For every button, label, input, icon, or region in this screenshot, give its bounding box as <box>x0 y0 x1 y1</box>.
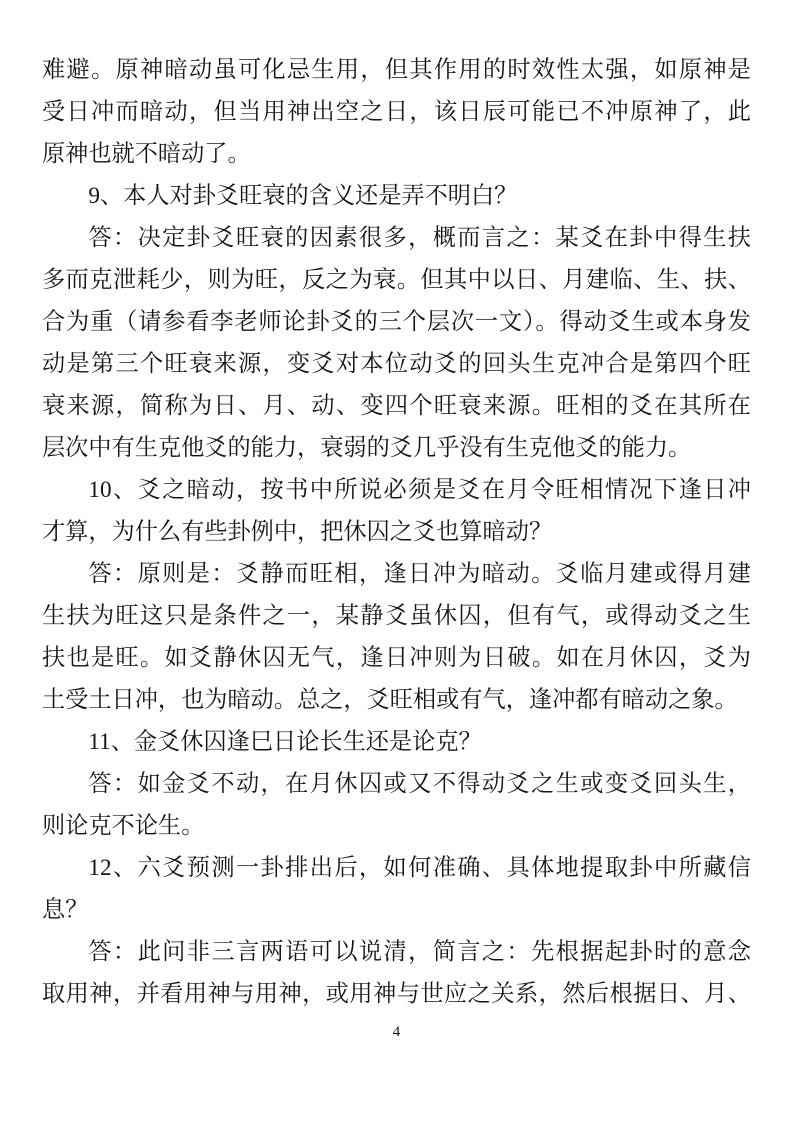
text-line: 原神也就不暗动了。 <box>42 141 251 167</box>
text-block <box>42 49 751 1015</box>
text-line: 10、爻之暗动，按书中所说必须是爻在月令旺相情况下逢日冲 <box>88 477 751 503</box>
text-line: 则论克不论生。 <box>42 813 205 839</box>
paragraph-continuation-q8 <box>42 49 751 175</box>
answer-10 <box>42 553 751 721</box>
question-12 <box>42 847 751 931</box>
text-line: 答：此问非三言两语可以说清，简言之：先根据起卦时的意念 <box>88 939 751 965</box>
text-line: 息？ <box>42 897 89 923</box>
text-line: 9、本人对卦爻旺衰的含义还是弄不明白？ <box>88 183 518 209</box>
text-line: 多而克泄耗少，则为旺，反之为衰。但其中以日、月建临、生、扶、 <box>42 267 751 293</box>
answer-9 <box>42 217 751 469</box>
text-line: 合为重（请参看李老师论卦爻的三个层次一文）。得动爻生或本身发 <box>42 309 751 335</box>
text-line: 答：原则是：爻静而旺相，逢日冲为暗动。爻临月建或得月建 <box>88 561 751 587</box>
text-line: 生扶为旺这只是条件之一，某静爻虽休囚，但有气，或得动爻之生 <box>42 603 751 629</box>
text-line: 11、金爻休囚逢巳日论长生还是论克？ <box>88 729 482 755</box>
text-line: 衰来源，简称为日、月、动、变四个旺衰来源。旺相的爻在其所在 <box>42 393 751 419</box>
text-line: 难避。原神暗动虽可化忌生用，但其作用的时效性太强，如原神是 <box>42 57 751 83</box>
text-line: 12、六爻预测一卦排出后，如何准确、具体地提取卦中所藏信 <box>88 855 751 881</box>
text-line: 土受土日冲，也为暗动。总之，爻旺相或有气，逢冲都有暗动之象。 <box>42 687 738 713</box>
page-number: 4 <box>392 1024 401 1040</box>
text-line: 层次中有生克他爻的能力，衰弱的爻几乎没有生克他爻的能力。 <box>42 435 692 461</box>
text-line: 答：如金爻不动，在月休囚或又不得动爻之生或变爻回头生， <box>88 771 751 797</box>
answer-11 <box>42 763 751 847</box>
text-line: 动是第三个旺衰来源，变爻对本位动爻的回头生克冲合是第四个旺 <box>42 351 751 377</box>
question-10 <box>42 469 751 553</box>
text-line: 扶也是旺。如爻静休囚无气，逢日冲则为日破。如在月休囚，爻为 <box>42 645 751 671</box>
answer-12 <box>42 931 751 1015</box>
question-9 <box>42 175 751 217</box>
text-line: 才算，为什么有些卦例中，把休囚之爻也算暗动？ <box>42 519 553 545</box>
question-11 <box>42 721 751 763</box>
text-line: 答：决定卦爻旺衰的因素很多，概而言之：某爻在卦中得生扶 <box>88 225 751 251</box>
text-line: 取用神，并看用神与用神，或用神与世应之关系，然后根据日、月、 <box>42 981 751 1007</box>
text-line: 受日冲而暗动，但当用神出空之日，该日辰可能已不冲原神了，此 <box>42 99 751 125</box>
